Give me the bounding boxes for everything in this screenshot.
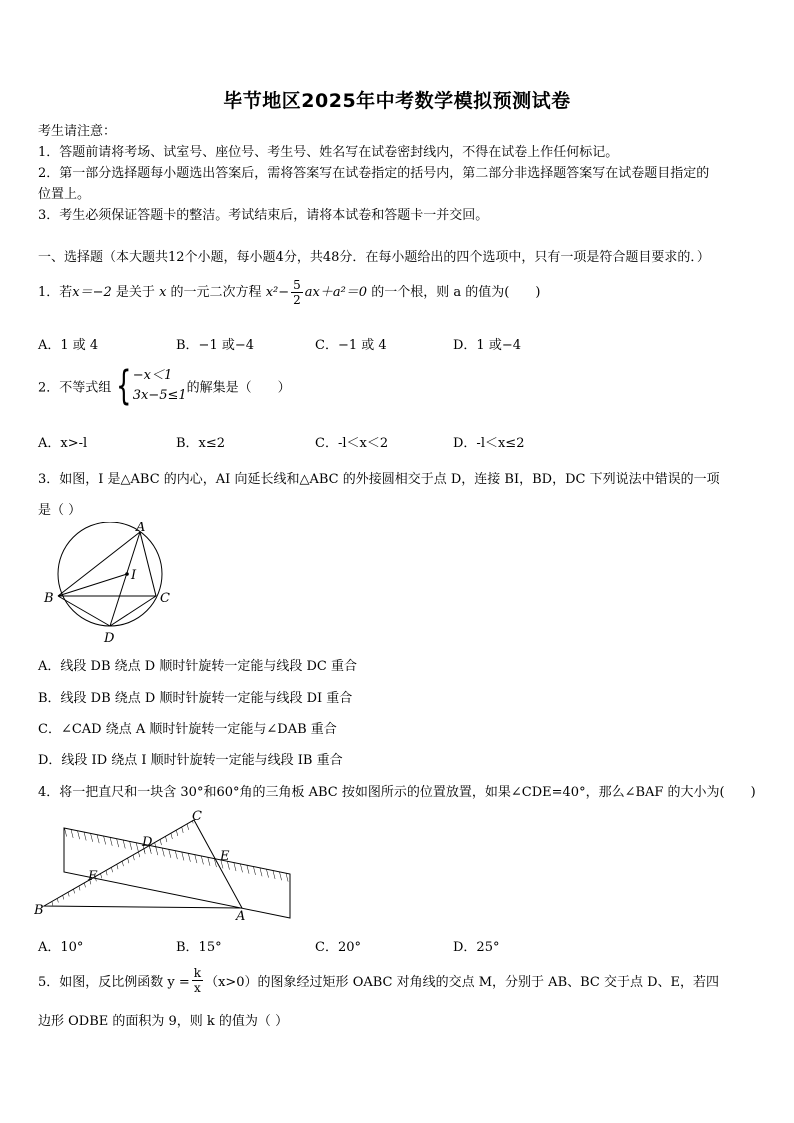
q3-option-b: B．线段 DB 绕点 D 顺时针旋转一定能与线段 DI 重合 [38, 691, 353, 706]
q3-segment-bi [58, 574, 127, 596]
q3-label-i: I [131, 568, 137, 583]
q1-mid: 是关于 [111, 285, 155, 300]
q4-option-b: B．15° [176, 940, 222, 955]
q1-condition: x＝−2 [72, 285, 112, 300]
q2-brace: { [116, 363, 132, 409]
question-5 [38, 966, 719, 995]
q2-option-b: B．x≤2 [176, 436, 226, 451]
q4-option-a: A．10° [38, 940, 84, 955]
q4-label-b: B [34, 903, 44, 918]
q1-option-c: C．−1 或 4 [315, 338, 387, 353]
q4-text: 4．将一把直尺和一块含 30°和60°角的三角板 ABC 按如图所示的位置放置，如果∠CDE=40°，那么∠BAF 的大小为( ) [38, 785, 756, 800]
notice-item-2-cont: 位置上。 [38, 187, 91, 202]
notice-heading: 考生请注意： [38, 124, 117, 139]
q1-eq-a: x²− [265, 285, 290, 300]
q3-circle-figure [38, 522, 178, 648]
q4-ruler-triangle-figure [34, 806, 300, 922]
q3-line-2: 是（ ） [38, 503, 82, 518]
q3-incenter-dot [125, 572, 129, 576]
q1-var: x [159, 285, 167, 300]
q2-system [133, 366, 187, 406]
q4-label-c: C [192, 809, 202, 824]
q1-option-b: B．−1 或−4 [176, 338, 255, 353]
section-heading: 一、选择题（本大题共12个小题，每小题4分，共48分．在每小题给出的四个选项中，只有一项是符合题目要求的．） [38, 250, 710, 265]
notice-item-1: 1．答题前请将考场、试室号、座位号、考生号、姓名写在试卷密封线内，不得在试卷上作任何标记。 [38, 145, 619, 160]
q3-segment-bd [58, 596, 110, 626]
q3-option-d: D．线段 ID 绕点 I 顺时针旋转一定能与线段 IB 重合 [38, 753, 343, 768]
q2-line-1: −x＜1 [132, 368, 173, 383]
q1-option-a: A．1 或 4 [38, 338, 99, 353]
q5-fraction [192, 966, 203, 995]
q5-line-2: 边形 ODBE 的面积为 9，则 k 的值为（ ） [38, 1014, 289, 1029]
q3-option-a: A．线段 DB 绕点 D 顺时针旋转一定能与线段 DC 重合 [38, 659, 357, 674]
question-2 [38, 363, 291, 409]
q3-line-1: 3．如图，I 是△ABC 的内心，AI 向延长线和△ABC 的外接圆相交于点 D，连接 BI，BD，DC 下列说法中错误的一项 [38, 472, 720, 487]
q5-rest: （x>0）的图象经过矩形 OABC 对角线的交点 M，分别于 AB、BC 交于点 D、E，若四 [205, 975, 720, 990]
q4-label-e: E [220, 849, 230, 864]
q2-suffix: 的解集是（ ） [186, 380, 291, 396]
q1-option-d: D．1 或−4 [453, 338, 521, 353]
q3-segment-ab [58, 532, 140, 596]
q4-option-c: C．20° [315, 940, 361, 955]
q1-suffix: 的一个根，则 a 的值为( ) [367, 285, 541, 300]
q3-segment-dc [110, 596, 156, 626]
q1-eq-b: ax＋a²＝0 [304, 285, 368, 300]
q3-label-c: C [160, 591, 170, 606]
q2-option-a: A．x>-l [38, 436, 88, 451]
q3-label-b: B [44, 591, 54, 606]
question-1 [38, 278, 540, 307]
notice-item-2: 2．第一部分选择题每小题选出答案后，需将答案写在试卷指定的括号内，第二部分非选择题答案写在试卷题目指定的 [38, 166, 710, 181]
q3-label-d: D [104, 631, 115, 646]
q1-frac-den: 2 [293, 293, 301, 307]
q5-frac-den: x [194, 981, 201, 995]
q2-prefix: 2．不等式组 [38, 380, 112, 396]
q4-option-d: D．25° [453, 940, 500, 955]
q5-prefix: 5．如图，反比例函数 y = [38, 975, 190, 990]
q1-frac-num: 5 [293, 278, 301, 292]
q2-line-2: 3x−5≤1 [132, 388, 187, 403]
page-title: 毕节地区2025年中考数学模拟预测试卷 [223, 90, 571, 112]
q2-option-d: D．-l＜x≤2 [453, 436, 525, 451]
q5-frac-num: k [193, 966, 202, 980]
q3-segment-ac [140, 532, 156, 596]
q1-prefix: 1．若 [38, 285, 73, 300]
q4-label-f: F [88, 869, 98, 884]
q1-mid2: 的一元二次方程 [166, 285, 262, 300]
q4-label-d: D [142, 835, 153, 850]
notice-item-3: 3．考生必须保证答题卡的整洁。考试结束后，请将本试卷和答题卡一并交回。 [38, 208, 489, 223]
q3-label-a: A [136, 522, 146, 535]
q4-label-a: A [236, 909, 246, 922]
q3-circumcircle [58, 522, 162, 626]
q3-option-c: C．∠CAD 绕点 A 顺时针旋转一定能与∠DAB 重合 [38, 722, 337, 737]
q2-option-c: C．-l＜x＜2 [315, 436, 389, 451]
q1-fraction [291, 278, 303, 307]
